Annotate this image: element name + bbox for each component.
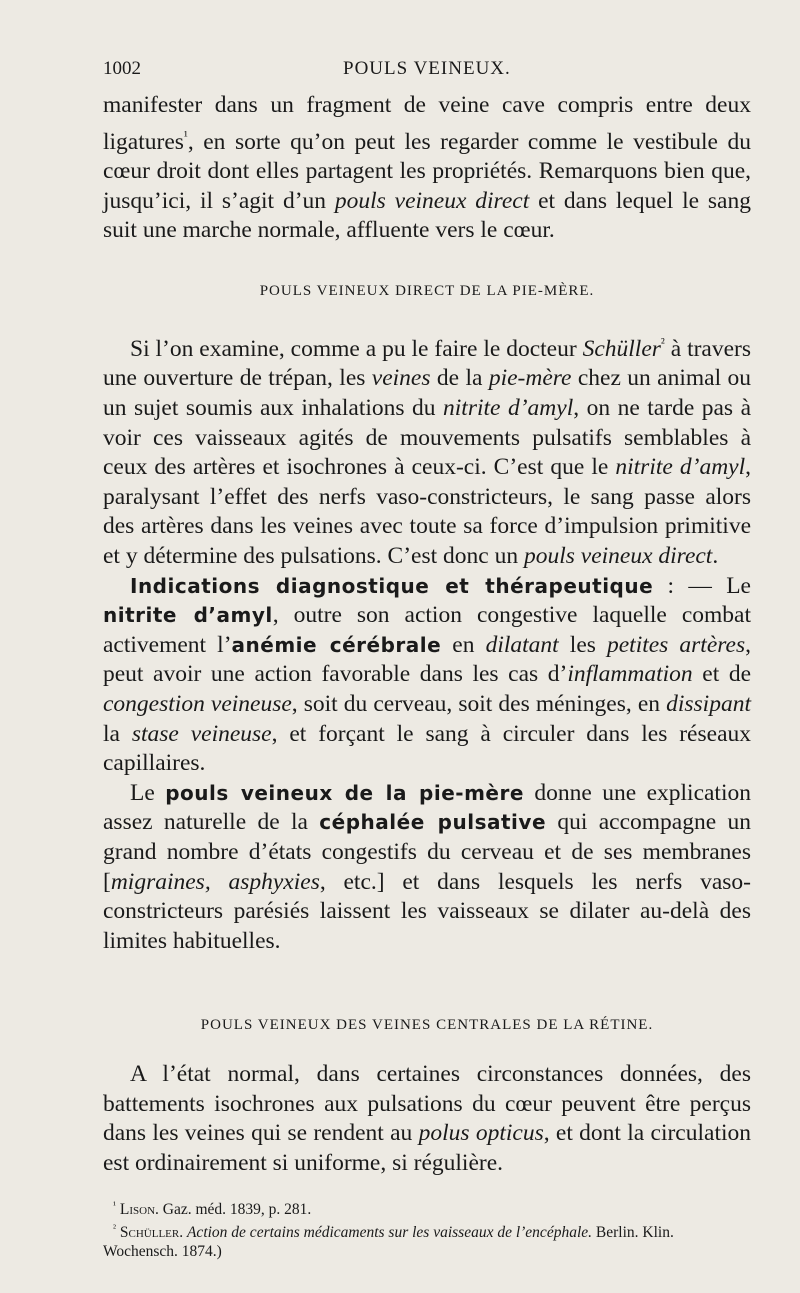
footnote-ref-1[interactable]: ¹ (183, 127, 188, 143)
page-header (103, 58, 751, 84)
section-heading-pie-mere: POULS VEINEUX DIRECT DE LA PIE-MÈRE. (259, 283, 595, 299)
section2-body (103, 1060, 751, 1178)
footnote-2: $^{^2}$ Schüller. Action de certains médicaments sur les vaisseaux de l’encéphale. Berlin. Klin. Wochensch. 1874.) (103, 1223, 674, 1261)
paragraph-indications: Indications diagnostique et thérapeutique : — Le nitrite d’amyl, outre son action congestive laquelle combat activement l’anémie cérébrale en dilatant les petites artères, peut avoir une action favorable dans les cas d’inflammation et de congestion veineuse, soit du cerveau, soit des méninges, en dissipant la stase veineuse, et forçant le sang à circuler dans les réseaux capillaires. (103, 572, 751, 777)
footnote-ref-2[interactable]: ² (660, 335, 665, 350)
section1-body (103, 328, 751, 956)
page-number: 1002 (103, 58, 141, 79)
footnotes (103, 1196, 751, 1261)
section-heading-retine: POULS VEINEUX DES VEINES CENTRALES DE LA RÉTINE. (200, 1017, 654, 1033)
paragraph-retine: A l’état normal, dans certaines circonstances données, des battements isochrones aux pulsations du cœur peuvent être perçus dans les veines qui se rendent au polus opticus, et dont la circulation est ordinairement si uniforme, si régulière. (103, 1061, 752, 1176)
intro-paragraph: manifester dans un fragment de veine cave compris entre deux ligatures$^{^1}$, en sorte qu’on peut les regarder comme le vestibule du cœur droit dont elles partagent les propriétés. Remarquons bien que, jusqu’ici, il s’agit d’un pouls veineux direct et dans lequel le sang suit une marche normale, affluente vers le cœur. (103, 92, 751, 244)
paragraph-schuller: Si l’on examine, comme a pu le faire le docteur Schüller$^{^2}$ à travers une ouverture de trépan, les veines de la pie-mère chez un animal ou un sujet soumis aux inhalations du nitrite d’amyl, on ne tarde pas à voir ces vaisseaux agités de mouvements pulsatifs semblables à ceux des artères et isochrones à ceux-ci. C’est que le nitrite d’amyl, paralysant l’effet des nerfs vaso-constricteurs, le sang passe alors des artères dans les veines avec toute sa force d’impulsion primitive et y détermine des pulsations. C’est donc un pouls veineux direct. (103, 335, 752, 569)
footnote-1: $^{^1}$ Lison. Gaz. méd. 1839, p. 281. (113, 1200, 312, 1219)
running-title: POULS VEINEUX. (343, 58, 511, 79)
paragraph-cephalee: Le pouls veineux de la pie-mère donne une explication assez naturelle de la céphalée pulsative qui accompagne un grand nombre d’états congestifs du cerveau et de ses membranes [migraines, asphyxies, etc.] et dans lesquels les nerfs vaso-constricteurs parésiés laissent les vaisseaux se dilater au-delà des limites habituelles. (103, 779, 751, 954)
